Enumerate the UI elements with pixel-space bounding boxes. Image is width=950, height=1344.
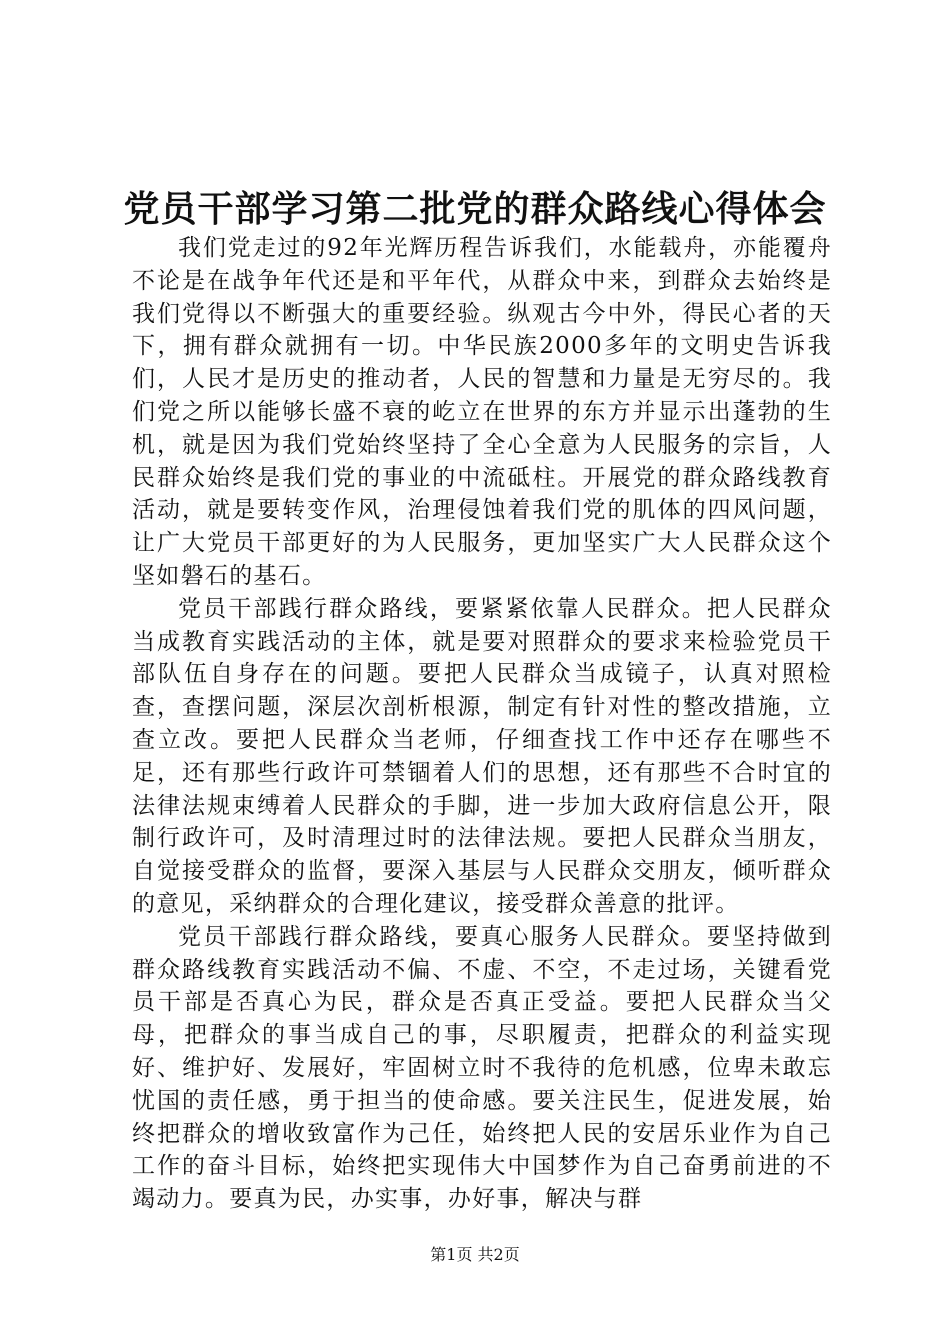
paragraph-2: 党员干部践行群众路线，要紧紧依靠人民群众。把人民群众当成教育实践活动的主体，就是要对照群众的要求来检验党员干部队伍自身存在的问题。要把人民群众当成镜子，认真对照检查，查摆问题，深层次剖析根源，制定有针对性的整改措施，立查立改。要把人民群众当老师，仔细查找工作中还存在哪些不足，还有那些行政许可禁锢着人们的思想，还有那些不合时宜的法律法规束缚着人民群众的手脚，进一步加大政府信息公开，限制行政许可，及时清理过时的法律法规。要把人民群众当朋友，自觉接受群众的监督，要深入基层与人民群众交朋友，倾听群众的意见，采纳群众的合理化建议，接受群众善意的批评。 [132,595,832,917]
document-body [132,232,832,1216]
document-title: 党员干部学习第二批党的群众路线心得体会 [123,188,827,230]
paragraph-3: 党员干部践行群众路线，要真心服务人民群众。要坚持做到群众路线教育实践活动不偏、不虚、不空，不走过场，关键看党员干部是否真心为民，群众是否真正受益。要把人民群众当父母，把群众的事当成自己的事，尽职履责，把群众的利益实现好、维护好、发展好，牢固树立时不我待的危机感，位卑未敢忘忧国的责任感，勇于担当的使命感。要关注民生，促进发展，始终把群众的增收致富作为己任，始终把人民的安居乐业作为自己工作的奋斗目标，始终把实现伟大中国梦作为自己奋勇前进的不竭动力。要真为民，办实事，办好事，解决与群 [132,923,832,1213]
page-footer: 第1页 共2页 [430,1245,520,1264]
paragraph-1: 我们党走过的92年光辉历程告诉我们，水能载舟，亦能覆舟不论是在战争年代还是和平年代，从群众中来，到群众去始终是我们党得以不断强大的重要经验。纵观古今中外，得民心者的天下，拥有群众就拥有一切。中华民族2000多年的文明史告诉我们，人民才是历史的推动者，人民的智慧和力量是无穷尽的。我们党之所以能够长盛不衰的屹立在世界的东方并显示出蓬勃的生机，就是因为我们党始终坚持了全心全意为人民服务的宗旨，人民群众始终是我们党的事业的中流砥柱。开展党的群众路线教育活动，就是要转变作风，治理侵蚀着我们党的肌体的四风问题，让广大党员干部更好的为人民服务，更加坚实广大人民群众这个坚如磐石的基石。 [132,235,832,589]
